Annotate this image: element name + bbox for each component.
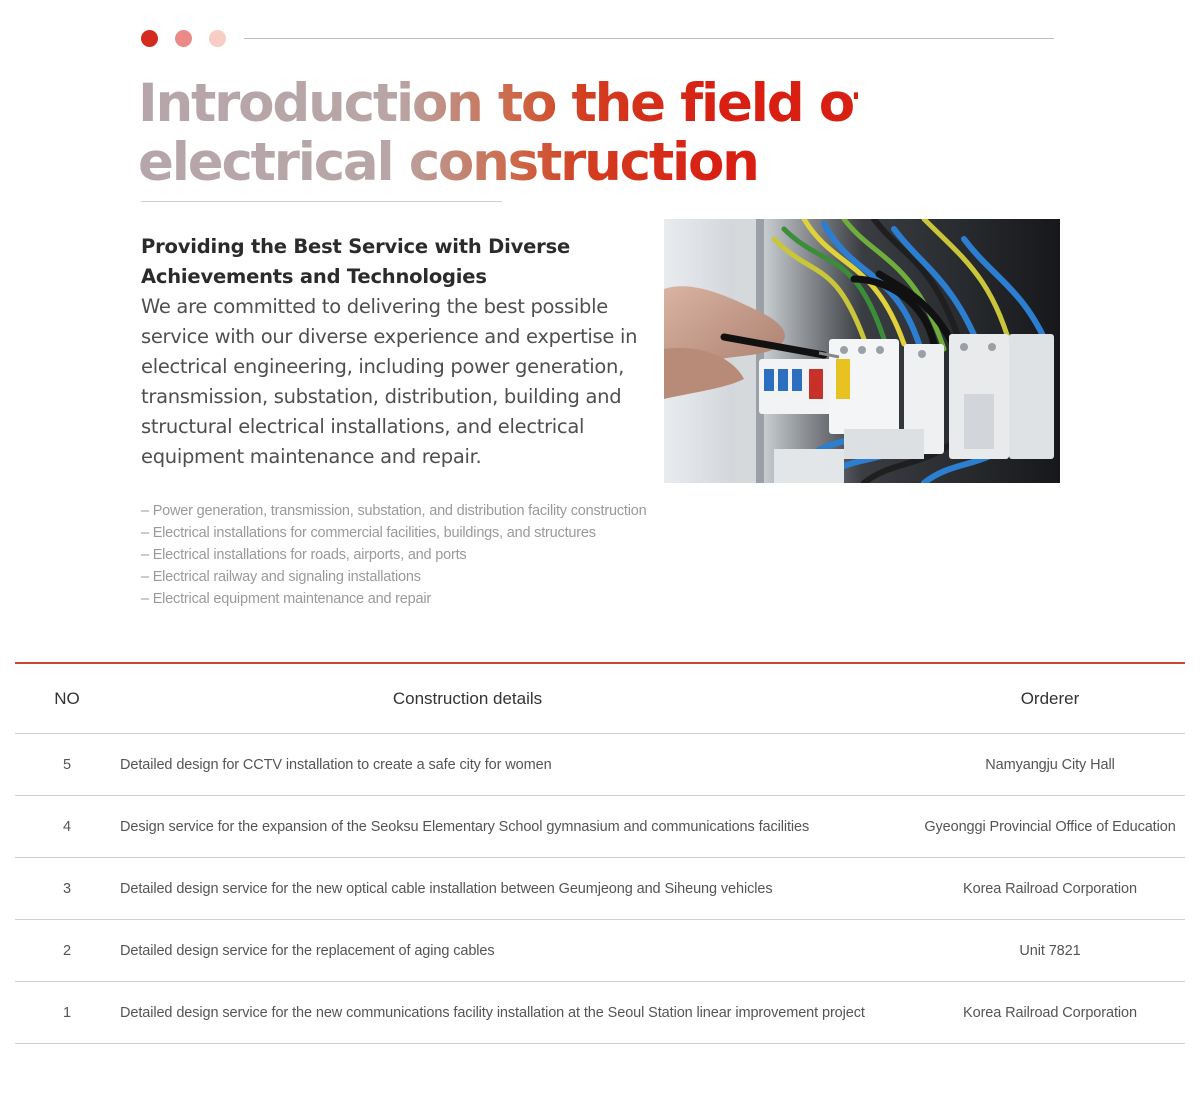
column-header-no: NO — [15, 664, 119, 734]
page-title-line-1: Introduction to the field of — [138, 73, 874, 134]
row-number: 4 — [15, 796, 119, 858]
decorative-dots — [141, 30, 226, 47]
list-item: – Power generation, transmission, substation, and distribution facility construction — [141, 503, 647, 519]
row-details: Detailed design for CCTV installation to create a safe city for women — [119, 734, 915, 796]
header-divider — [244, 38, 1054, 39]
row-details: Detailed design service for the replacement of aging cables — [119, 920, 915, 982]
page-title — [138, 73, 874, 193]
intro-body: We are committed to delivering the best possible service with our diverse experience and expertise in electrical engineering, including power generation, transmission, substation, distribution, building and structural electrical installations, and electrical equipment maintenance and repair. — [141, 295, 638, 468]
row-details: Design service for the expansion of the Seoksu Elementary School gymnasium and communications facilities — [119, 796, 915, 858]
row-number: 3 — [15, 858, 119, 920]
row-orderer: Unit 7821 — [915, 920, 1185, 982]
list-item: – Electrical installations for commercial facilities, buildings, and structures — [141, 525, 596, 541]
row-orderer: Namyangju City Hall — [915, 734, 1185, 796]
table-row — [15, 858, 1185, 920]
electrical-panel-photo — [664, 219, 1060, 483]
intro-heading: Providing the Best Service with Diverse Achievements and Technologies — [141, 235, 570, 288]
column-header-details: Construction details — [119, 664, 915, 734]
row-details: Detailed design service for the new optical cable installation between Geumjeong and Siheung vehicles — [119, 858, 915, 920]
table-row — [15, 920, 1185, 982]
table-row — [15, 734, 1185, 796]
construction-table — [15, 662, 1185, 1044]
table-row — [15, 796, 1185, 858]
dot-1 — [141, 30, 158, 47]
column-header-orderer: Orderer — [915, 664, 1185, 734]
row-number: 2 — [15, 920, 119, 982]
row-orderer: Korea Railroad Corporation — [915, 982, 1185, 1044]
row-orderer: Gyeonggi Provincial Office of Education — [915, 796, 1185, 858]
dot-2 — [175, 30, 192, 47]
row-orderer: Korea Railroad Corporation — [915, 858, 1185, 920]
table-row — [15, 982, 1185, 1044]
list-item: – Electrical installations for roads, airports, and ports — [141, 547, 467, 563]
row-details: Detailed design service for the new communications facility installation at the Seoul Station linear improvement project — [119, 982, 915, 1044]
field-list — [141, 500, 646, 610]
dot-3 — [209, 30, 226, 47]
row-number: 1 — [15, 982, 119, 1044]
intro-section — [141, 232, 641, 472]
list-item: – Electrical railway and signaling installations — [141, 569, 421, 585]
row-number: 5 — [15, 734, 119, 796]
title-underline — [141, 201, 502, 202]
list-item: – Electrical equipment maintenance and repair — [141, 591, 432, 607]
page-title-line-2: electrical construction — [138, 132, 758, 193]
table-header-row — [15, 664, 1185, 734]
